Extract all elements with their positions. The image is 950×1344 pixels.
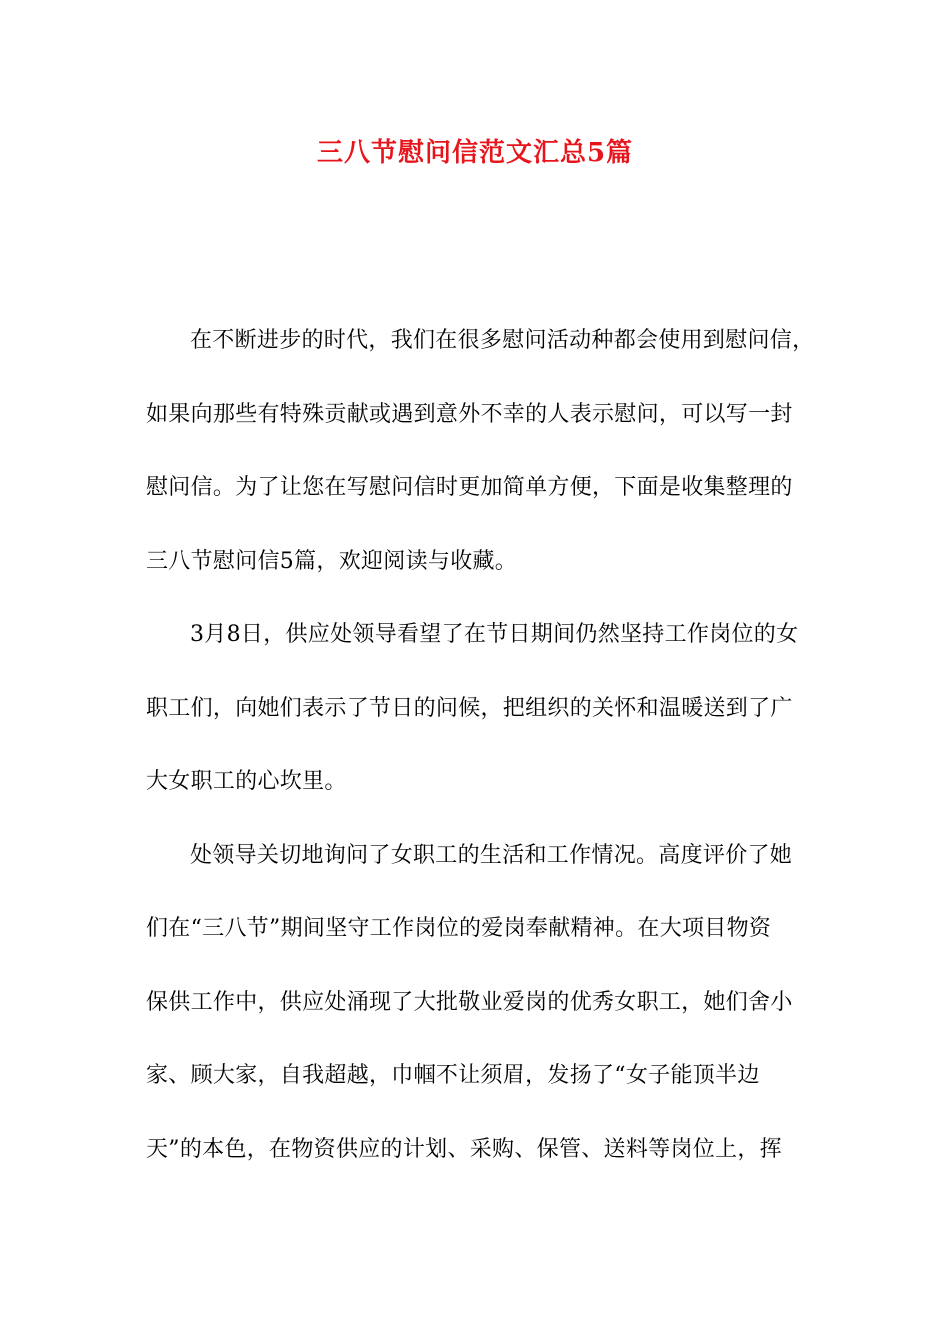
text-line: 处领导关切地询问了女职工的生活和工作情况。高度评价了她: [190, 842, 793, 868]
text-line: 职工们，向她们表示了节日的问候，把组织的关怀和温暖送到了广: [146, 695, 793, 721]
text-line: 3月8日，供应处领导看望了在节日期间仍然坚持工作岗位的女: [190, 622, 799, 647]
document-body: [146, 318, 815, 1200]
text-line: 如果向那些有特殊贡献或遇到意外不幸的人表示慰问，可以写一封: [146, 401, 793, 427]
document-title: 三八节慰问信范文汇总5篇: [316, 138, 634, 168]
paragraph: [146, 318, 815, 612]
text-line: 家、顾大家，自我超越，巾帼不让须眉，发扬了“女子能顶半边: [146, 1063, 760, 1088]
text-line: 们在“三八节”期间坚守工作岗位的爱岗奉献精神。在大项目物资: [146, 916, 772, 941]
text-line: 三八节慰问信5篇，欢迎阅读与收藏。: [146, 548, 518, 574]
text-line: 在不断进步的时代，我们在很多慰问活动种都会使用到慰问信，: [190, 328, 815, 353]
text-line: 保供工作中，供应处涌现了大批敬业爱岗的优秀女职工，她们舍小: [146, 989, 793, 1015]
text-line: 慰问信。为了让您在写慰问信时更加简单方便，下面是收集整理的: [146, 475, 793, 500]
paragraph: [146, 612, 806, 833]
text-line: 大女职工的心坎里。: [146, 769, 347, 794]
paragraph: [146, 833, 806, 1201]
text-line: 天”的本色，在物资供应的计划、采购、保管、送料等岗位上，挥: [146, 1136, 782, 1162]
